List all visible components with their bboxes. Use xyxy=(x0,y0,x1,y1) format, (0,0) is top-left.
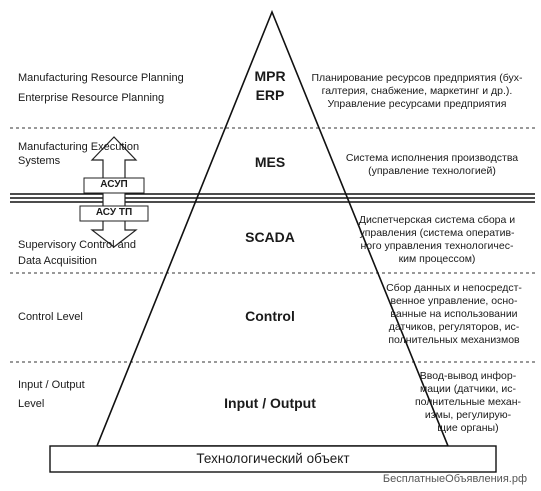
left-label-mes-2: Systems xyxy=(18,155,61,167)
level-erp: ERP xyxy=(255,87,285,103)
left-label-scada-1: Supervisory Control and xyxy=(18,239,137,251)
desc-erp: Планирование ресурсов предприятия (бух- галтерия, снабжение, маркетинг и др.). Управление ресурсами предприятия xyxy=(311,72,523,110)
asu-tp-badge: АСУ ТП xyxy=(95,207,133,218)
desc-scada: Диспетчерская система сбора и управления (система оператив- ного управления технологичес- ким процессом) xyxy=(358,214,516,265)
left-label-control: Control Level xyxy=(18,311,83,323)
left-label-io-2: Level xyxy=(18,398,45,410)
left-label-scada-2: Data Acquisition xyxy=(18,255,97,267)
left-label-io-1: Input / Output xyxy=(18,379,85,391)
level-io: Input / Output xyxy=(224,395,316,411)
desc-control: Сбор данных и непосредст- венное управление, осно- ванные на использовании датчиков, регуляторов, ис- полнительных механизмов xyxy=(386,282,522,346)
level-mpr: MPR xyxy=(254,68,286,84)
base-label: Технологический объект xyxy=(196,451,350,466)
level-mes: MES xyxy=(254,154,286,170)
left-label-erp: Enterprise Resource Planning xyxy=(18,92,165,104)
level-control: Control xyxy=(245,308,295,324)
left-label-mrp: Manufacturing Resource Planning xyxy=(18,72,184,84)
desc-io: Ввод-вывод инфор- мации (датчики, ис- полнительные механ- измы, регулирую- щие органы) xyxy=(414,370,522,434)
level-scada: SCADA xyxy=(245,229,295,245)
desc-mes: Система исполнения производства (управление технологией) xyxy=(345,152,519,177)
asup-badge: АСУП xyxy=(100,179,128,190)
mes-scada-double-line xyxy=(10,194,535,202)
left-label-mes-1: Manufacturing Execution xyxy=(18,141,140,153)
watermark: БесплатныеОбъявления.рф xyxy=(382,473,527,485)
